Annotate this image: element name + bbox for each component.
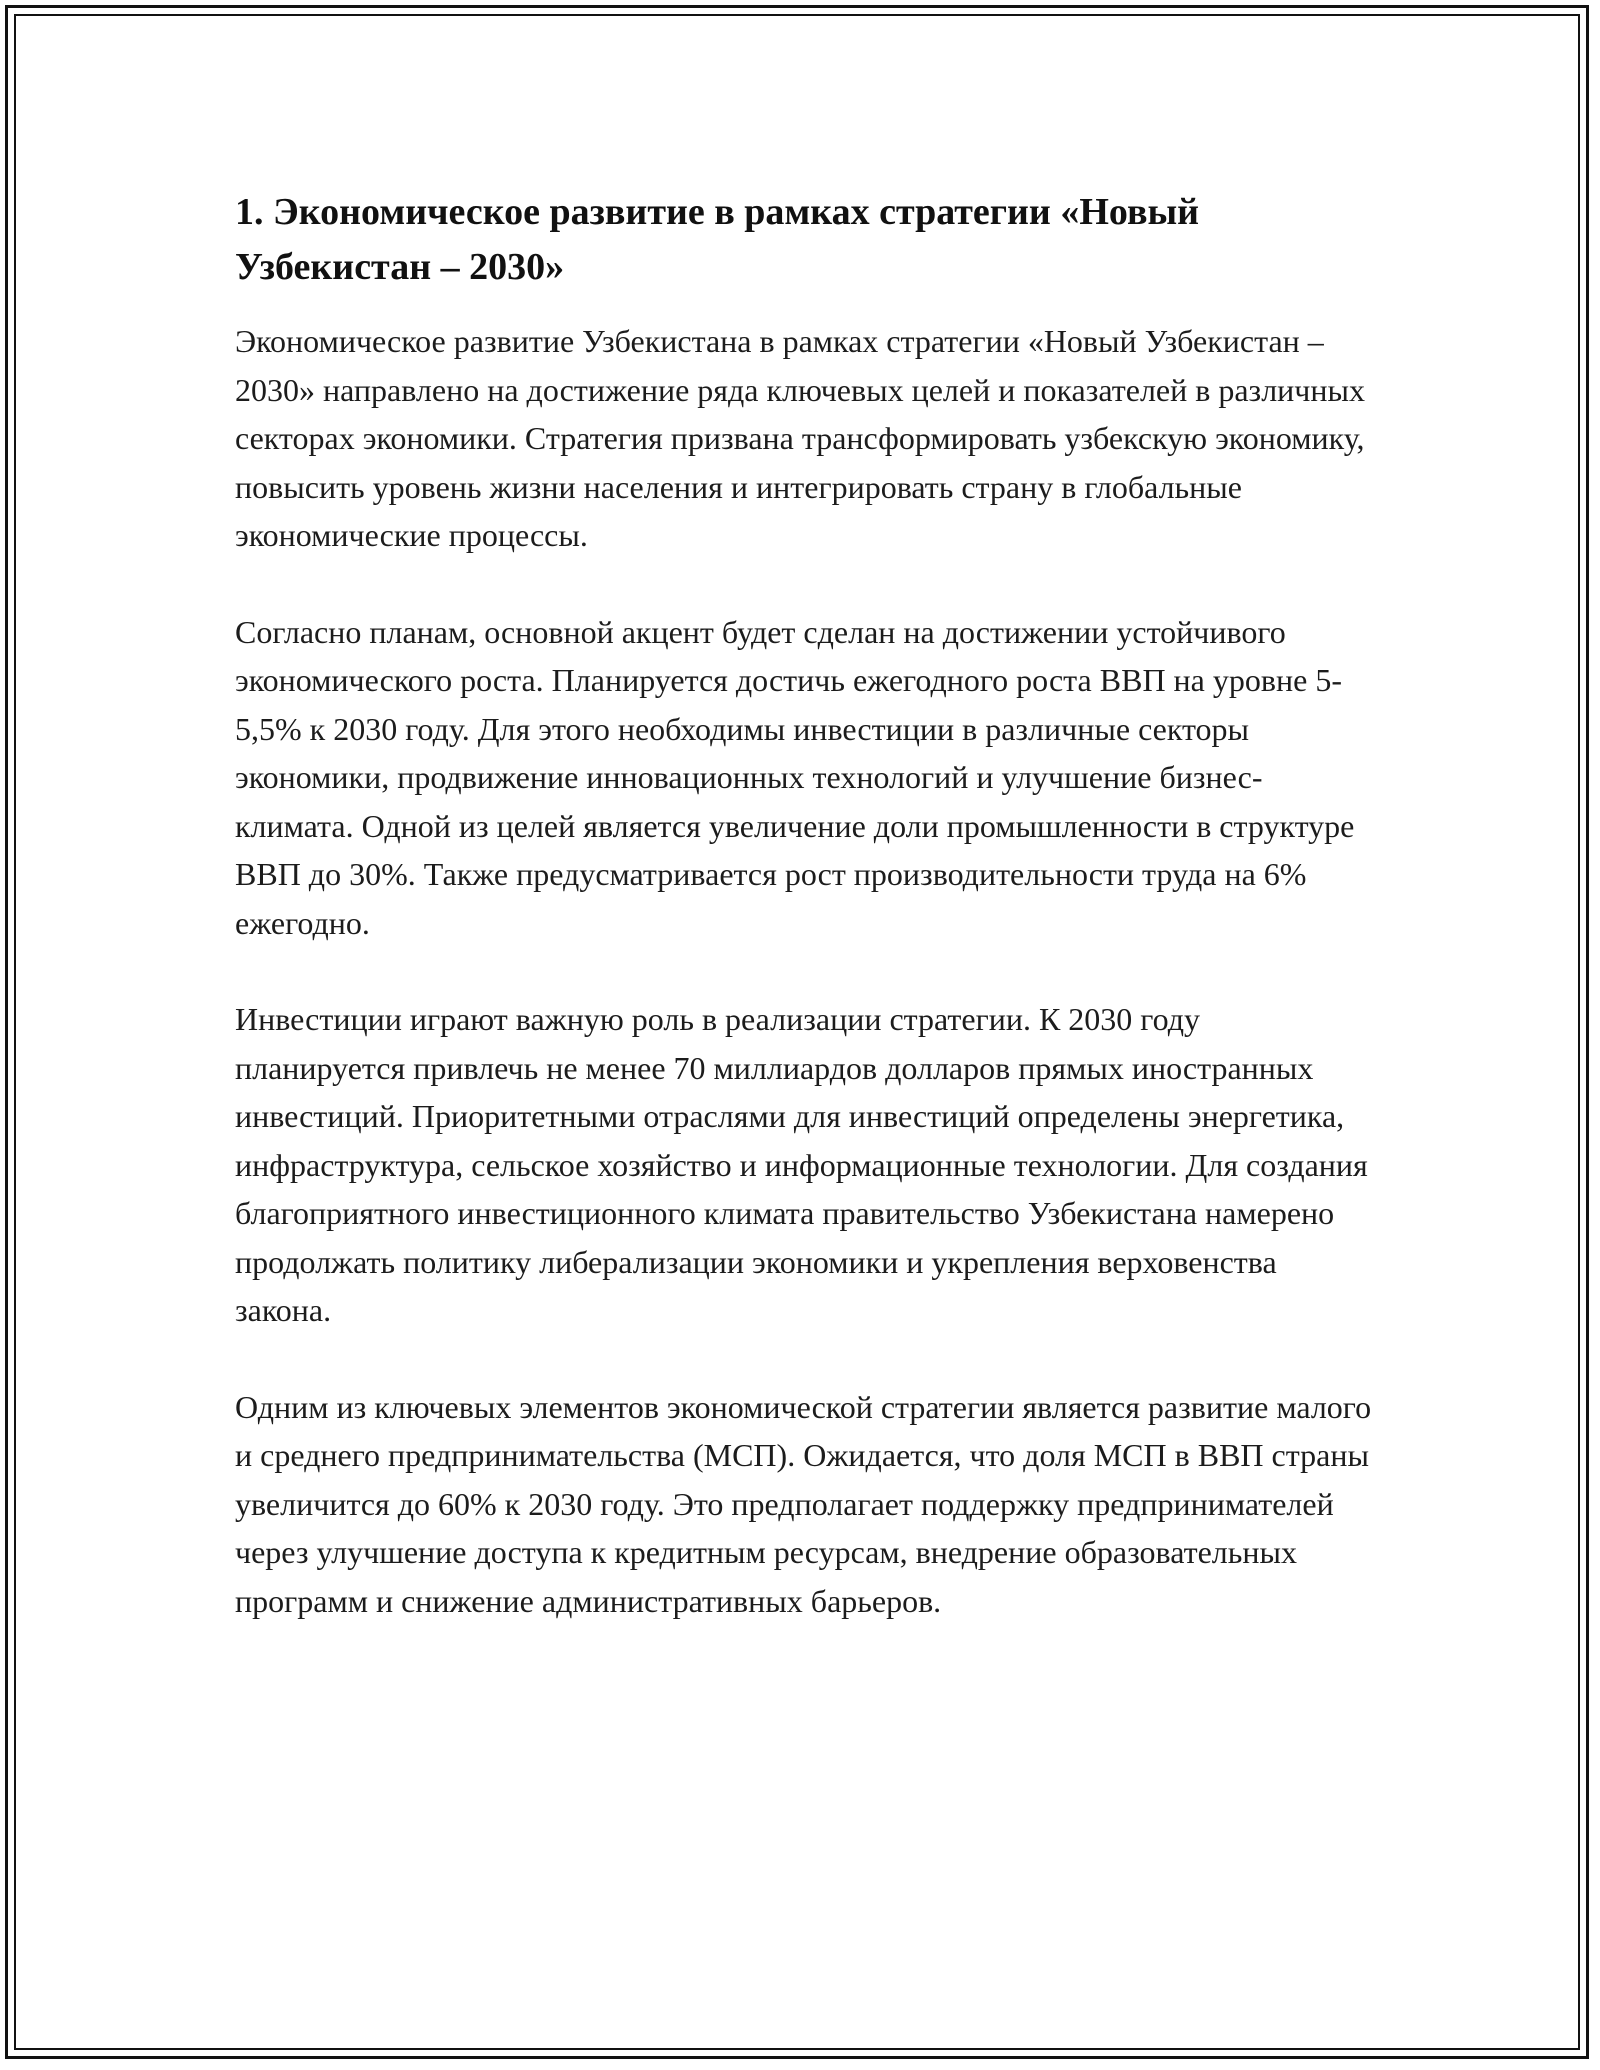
section-heading: 1. Экономическое развитие в рамках стратегии «Новый Узбекистан – 2030» — [235, 191, 1200, 288]
paragraph-intro: Экономическое развитие Узбекистана в рамках стратегии «Новый Узбекистан – 2030» направлено на достижение ряда ключевых целей и показателей в различных секторах экономики. Стратегия призвана трансформировать узбекскую экономику, повысить уровень жизни населения и интегрировать страну в глобальные экономические процессы. — [235, 323, 1365, 553]
paragraph-growth: Согласно планам, основной акцент будет сделан на достижении устойчивого экономического роста. Планируется достичь ежегодного роста ВВП на уровне 5-5,5% к 2030 году. Для этого необходимы инвестиции в различные секторы экономики, продвижение инновационных технологий и улучшение бизнес-климата. Одной из целей является увеличение доли промышленности в структуре ВВП до 30%. Также предусматривается рост производительности труда на 6% ежегодно. — [235, 613, 1355, 941]
document-body — [235, 185, 1375, 1673]
paragraph-sme: Одним из ключевых элементов экономической стратегии является развитие малого и среднего предпринимательства (МСП). Ожидается, что доля МСП в ВВП страны увеличится до 60% к 2030 году. Это предполагает поддержку предпринимателей через улучшение доступа к кредитным ресурсам, внедрение образовательных программ и снижение административных барьеров. — [235, 1388, 1372, 1619]
paragraph-investment: Инвестиции играют важную роль в реализации стратегии. К 2030 году планируется привлечь не менее 70 миллиардов долларов прямых иностранных инвестиций. Приоритетными отраслями для инвестиций определены энергетика, инфраструктура, сельское хозяйство и информационные технологии. Для создания благоприятного инвестиционного климата правительство Узбекистана намерено продолжать политику либерализации экономики и укрепления верховенства закона. — [235, 1001, 1368, 1328]
